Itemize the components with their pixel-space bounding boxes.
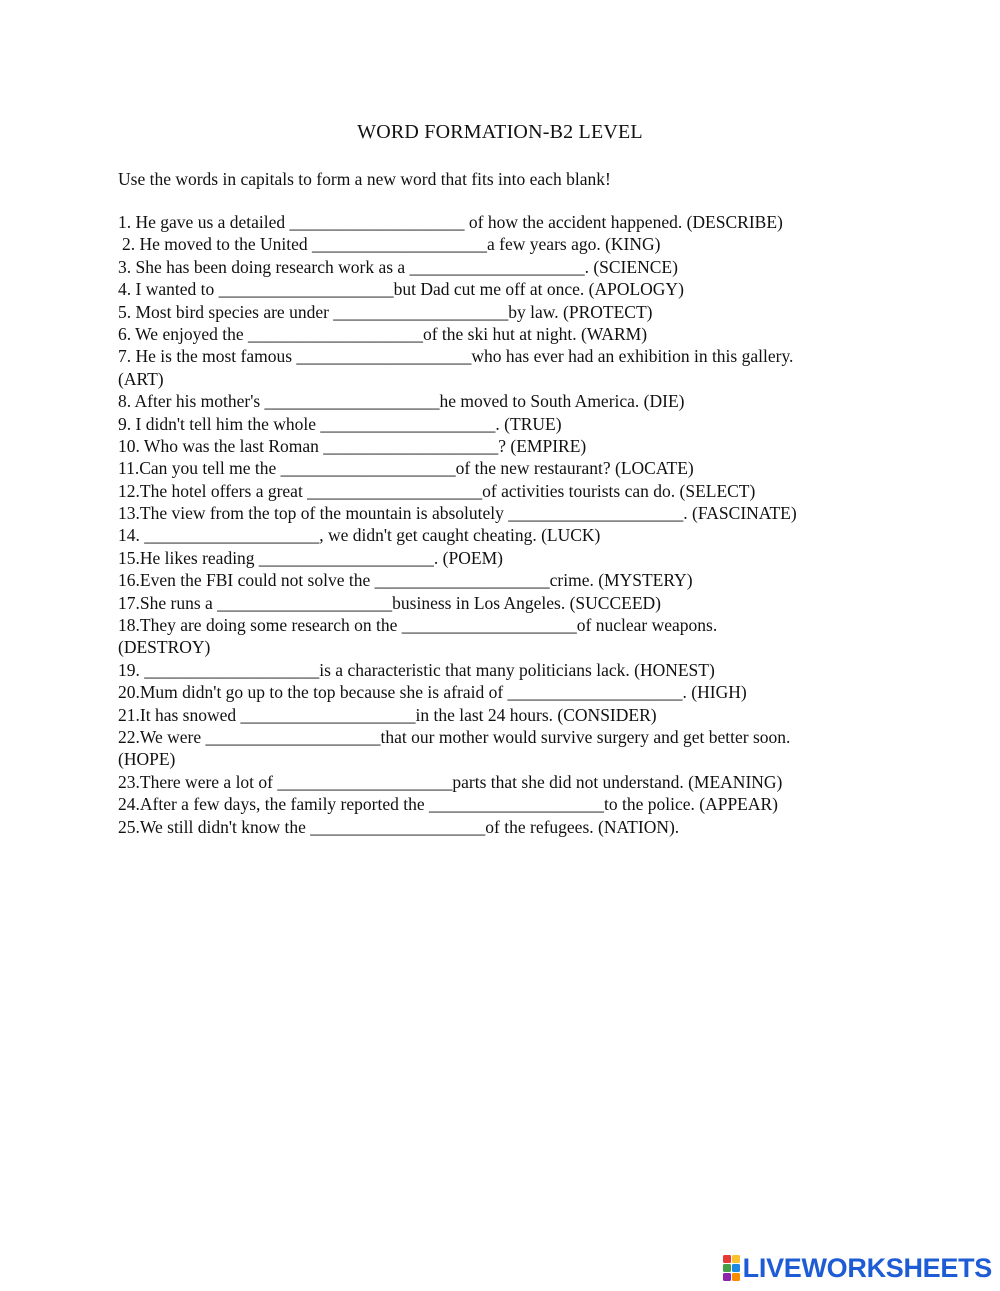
exercise-line: 22.We were ____________________that our mother would survive surgery and get better soon. [118,726,791,747]
exercise-line: 18.They are doing some research on the ____________________of nuclear weapons. [118,615,718,636]
page-title: WORD FORMATION-B2 LEVEL [357,121,643,143]
exercise-line: 16.Even the FBI could not solve the ____________________crime. (MYSTERY) [118,570,693,591]
exercise-line: 5. Most bird species are under ____________________by law. (PROTECT) [118,301,653,322]
logo-text: LIVEWORKSHEETS [742,1253,992,1283]
exercise-line: 3. She has been doing research work as a ____________________. (SCIENCE) [118,256,678,277]
exercise-line: 2. He moved to the United ____________________a few years ago. (KING) [122,234,661,255]
exercise-line: 12.The hotel offers a great ____________________of activities tourists can do. (SELECT) [118,480,756,501]
exercise-list [118,211,888,838]
logo-badge-square [732,1273,740,1281]
exercise-line: 21.It has snowed ____________________in the last 24 hours. (CONSIDER) [118,704,657,725]
exercise-line: 8. After his mother's ____________________he moved to South America. (DIE) [118,391,685,412]
exercise-line: 17.She runs a ____________________business in Los Angeles. (SUCCEED) [118,592,661,613]
exercise-line: 23.There were a lot of ____________________parts that she did not understand. (MEANING) [118,771,783,792]
exercise-line: 15.He likes reading ____________________. (POEM) [118,547,503,568]
liveworksheets-logo[interactable] [723,1253,992,1283]
liveworksheets-logo-icon [723,1255,740,1281]
exercise-line: 7. He is the most famous ____________________who has ever had an exhibition in this gallery. [118,346,794,367]
logo-badge-square [723,1273,731,1281]
exercise-line: 9. I didn't tell him the whole ____________________. (TRUE) [118,413,562,434]
exercise-line: 24.After a few days, the family reported the ____________________to the police. (APPEAR) [118,794,779,815]
exercise-line: 6. We enjoyed the ____________________of the ski hut at night. (WARM) [118,323,648,344]
logo-badge-square [723,1264,731,1272]
exercise-line: 25.We still didn't know the ____________________of the refugees. (NATION). [118,816,680,837]
logo-badge-square [732,1264,740,1272]
exercise-line: (DESTROY) [118,637,211,658]
exercise-line: (HOPE) [118,749,176,770]
exercise-line: 14. ____________________, we didn't get caught cheating. (LUCK) [118,525,601,546]
exercise-line: 13.The view from the top of the mountain is absolutely ____________________. (FASCINATE) [118,503,797,524]
logo-badge-square [723,1255,731,1263]
exercise-line: 19. ____________________is a characteristic that many politicians lack. (HONEST) [118,659,715,680]
exercise-line: 4. I wanted to ____________________but Dad cut me off at once. (APOLOGY) [118,279,684,300]
logo-badge-square [732,1255,740,1263]
exercise-line: 10. Who was the last Roman ____________________? (EMPIRE) [118,435,587,456]
exercise-line: 20.Mum didn't go up to the top because she is afraid of ____________________. (HIGH) [118,682,747,703]
exercise-line: 1. He gave us a detailed ____________________ of how the accident happened. (DESCRIBE) [118,212,783,232]
exercise-line: (ART) [118,368,164,389]
instruction-text: Use the words in capitals to form a new word that fits into each blank! [118,169,611,189]
exercise-line: 11.Can you tell me the ____________________of the new restaurant? (LOCATE) [118,458,694,479]
